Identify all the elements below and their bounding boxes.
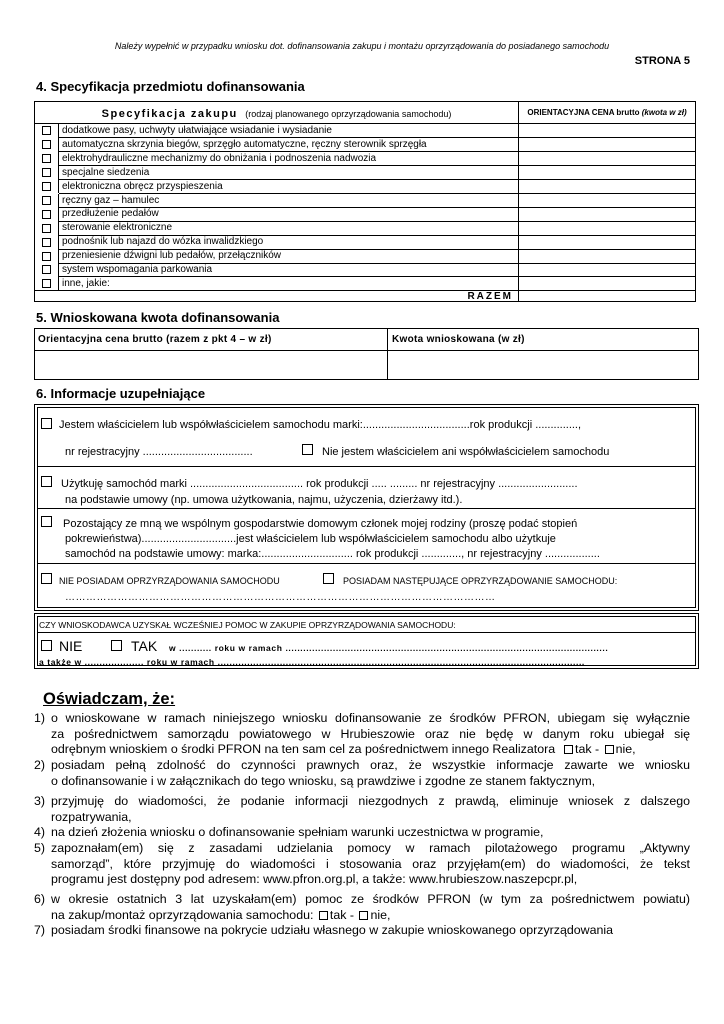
spec-row (35, 221, 695, 235)
decl-5-line1: zapoznałam(em) się z zasadami udzielania pomocy w ramach pilotażowego programu „Aktywny (51, 841, 690, 855)
section6-title: 6. Informacje uzupełniające (36, 386, 206, 401)
total-label: RAZEM (59, 291, 519, 302)
spec-row-checkbox-cell (35, 124, 59, 138)
row-divider (59, 179, 695, 180)
spec-row (35, 124, 695, 138)
spec-row-checkbox-cell (35, 263, 59, 277)
divider (37, 632, 696, 633)
spec-row-checkbox-cell (35, 194, 59, 208)
spec-item-price-field[interactable] (519, 221, 695, 235)
spec-item-checkbox[interactable] (42, 238, 51, 247)
row-divider (59, 221, 695, 222)
decl-7-line1: posiadam środki finansowe na pokrycie udziału własnego w zakupie wnioskowanego oprzyrządowania (51, 923, 614, 937)
price-header-note: (kwota w zł) (641, 108, 687, 117)
spec-row-checkbox-cell (35, 235, 59, 249)
row-divider (59, 249, 695, 250)
spec-row-checkbox-cell (35, 249, 59, 263)
amount-col-gross: Orientacyjna cena brutto (razem z pkt 4 – w zł) (35, 329, 388, 351)
user-checkbox[interactable] (41, 476, 52, 487)
price-header-title: ORIENTACYJNA CENA brutto (527, 108, 640, 117)
household-line3: samochód na podstawie umowy: marka:.............................. rok produkcji ............., nr rejestracyjny .................. (65, 548, 600, 560)
spec-item-label: elektrohydrauliczne mechanizmy do obniżania i podnoszenia nadwozia (59, 152, 519, 166)
spec-row-checkbox-cell (35, 221, 59, 235)
total-value-field[interactable] (519, 291, 695, 302)
prev-also-details: a także w .................... roku w ramach ............................................................................................................................ (39, 657, 585, 667)
spec-item-price-field[interactable] (519, 124, 695, 138)
spec-item-checkbox[interactable] (42, 196, 51, 205)
spec-row (35, 249, 695, 263)
decl-1-yes-checkbox[interactable] (564, 745, 573, 754)
owner-line2: nr rejestracyjny .................................... (65, 446, 253, 458)
prev-yes-label: TAK (131, 638, 158, 654)
decl-3-line1: przyjmuję do wiadomości, że podanie informacji niezgodnych z prawdą, eliminuje wniosek z dalszego (51, 794, 690, 808)
header-note: Należy wypełnić w przypadku wniosku dot. dofinansowania zakupu i montażu oprzyrządowania do posiadanego samochodu (114, 41, 610, 51)
spec-item-checkbox[interactable] (42, 126, 51, 135)
spec-header-note: (rodzaj planowanego oprzyrządowania samochodu) (245, 109, 452, 119)
spec-item-checkbox[interactable] (42, 265, 51, 274)
spec-item-price-field[interactable] (519, 194, 695, 208)
spec-item-price-field[interactable] (519, 166, 695, 180)
spec-item-checkbox[interactable] (42, 140, 51, 149)
spec-item-price-field[interactable] (519, 249, 695, 263)
spec-item-label: system wspomagania parkowania (59, 263, 519, 277)
decl-number: 6) (34, 892, 46, 906)
spec-item-label: ręczny gaz – hamulec (59, 194, 519, 208)
spec-item-label: automatyczna skrzynia biegów, sprzęgło automatyczne, ręczny sterownik sprzęgła (59, 138, 519, 152)
decl-5-line2: samorząd”, które przyjmuję do wiadomości i stosowania oraz przyjęłam(em) do wiadomości, że tekst (51, 856, 690, 871)
spec-item-price-field[interactable] (519, 207, 695, 221)
decl-4-line1: na dzień złożenia wniosku o dofinansowanie spełniam warunki uczestnictwa w programie, (51, 825, 544, 839)
no-equipment-checkbox[interactable] (41, 573, 52, 584)
row-divider (59, 235, 695, 236)
section4-title: 4. Specyfikacja przedmiotu dofinansowania (36, 79, 305, 94)
decl-2-line2: o dofinansowanie i w załącznikach do tego wniosku, są prawdziwe i zgodne ze stanem faktycznym, (51, 773, 596, 788)
spec-header (35, 102, 519, 124)
price-header (519, 102, 695, 124)
amount-table (34, 328, 699, 380)
household-checkbox[interactable] (41, 516, 52, 527)
use-line2: na podstawie umowy (np. umowa użytkowania, najmu, użyczenia, dzierżawy itd.). (65, 494, 463, 506)
spec-item-price-field[interactable] (519, 277, 695, 291)
decl-number: 7) (34, 923, 46, 937)
decl-1-no-checkbox[interactable] (605, 745, 614, 754)
spec-item-label: podnośnik lub najazd do wózka inwalidzkiego (59, 235, 519, 249)
spec-row-checkbox-cell (35, 138, 59, 152)
divider (37, 466, 696, 467)
owner-checkbox[interactable] (41, 418, 52, 429)
spec-item-label: elektroniczna obręcz przyspieszenia (59, 180, 519, 194)
spec-row (35, 194, 695, 208)
previous-help-question: CZY WNIOSKODAWCA UZYSKAŁ WCZEŚNIEJ POMOC W ZAKUPIE OPRZYRZĄDOWANIA SAMOCHODU: (39, 620, 456, 630)
has-equipment-checkbox[interactable] (323, 573, 334, 584)
spec-item-label: przeniesienie dźwigni lub pedałów, przełączników (59, 249, 519, 263)
spec-row (35, 180, 695, 194)
decl-2-line1: posiadam pełną zdolność do czynności prawnych oraz, że wszystkie informacje zawarte we wniosku (51, 758, 690, 772)
spec-row-checkbox-cell (35, 166, 59, 180)
decl-1-line2: za pośrednictwem samorządu powiatowego w Hrubieszowie oraz nie będę w danym roku ubiegał się (51, 726, 690, 741)
decl-number: 1) (34, 711, 46, 725)
decl-1-yes-label: tak - (575, 742, 600, 756)
spec-row-checkbox-cell (35, 277, 59, 291)
divider (37, 563, 696, 564)
decl-6-yes-label: tak - (329, 907, 354, 922)
spec-item-price-field[interactable] (519, 235, 695, 249)
spec-item-price-field[interactable] (519, 138, 695, 152)
spec-item-checkbox[interactable] (42, 154, 51, 163)
not-owner-checkbox[interactable] (302, 444, 313, 455)
household-line1: Pozostający ze mną we wspólnym gospodarstwie domowym członek mojej rodziny (proszę podać stopień (63, 518, 578, 530)
spec-item-price-field[interactable] (519, 263, 695, 277)
spec-item-checkbox[interactable] (42, 252, 51, 261)
spec-item-label: dodatkowe pasy, uchwyty ułatwiające wsiadanie i wysiadanie (59, 124, 519, 138)
info-box (34, 404, 699, 611)
equipment-dots: …………………………………………………………………………………………………………… (65, 592, 496, 603)
has-equipment-label: POSIADAM NASTĘPUJĄCE OPRZYRZĄDOWANIE SAMOCHODU: (343, 576, 618, 586)
spec-item-price-field[interactable] (519, 152, 695, 166)
decl-number: 5) (34, 841, 46, 855)
decl-1-line1: o wnioskowane w ramach niniejszego wniosku dofinansowanie ze środków PFRON, ubiegam się wyłącznie (51, 711, 690, 725)
row-divider (59, 276, 695, 277)
spec-item-label: inne, jakie: (59, 277, 519, 291)
decl-5-line3: programu jest dostępny pod adresem: www.pfron.org.pl, a także: www.hrubieszow.naszepcpr.pl, (51, 872, 578, 886)
page-number: STRONA 5 (634, 55, 690, 67)
spec-row (35, 235, 695, 249)
use-line1: Użytkuję samochód marki ..................................... rok produkcji ..... ......... nr rejestracyjny .......................... (61, 478, 578, 490)
row-divider (59, 165, 695, 166)
spec-item-checkbox[interactable] (42, 182, 51, 191)
spec-row-checkbox-cell (35, 180, 59, 194)
decl-1-line3 (51, 742, 690, 758)
section5-title: 5. Wnioskowana kwota dofinansowania (36, 310, 280, 325)
spec-row (35, 277, 695, 291)
spec-item-checkbox[interactable] (42, 168, 51, 177)
household-line2: pokrewieństwa)...............................jest właścicielem lub współwłaścicielem samochodu albo użytkuje (65, 533, 556, 545)
decl-6-line1: w okresie ostatnich 3 lat uzyskałam(em) pomoc ze środków PFRON (w tym za pośrednictwem powiatu) (51, 892, 690, 906)
spec-row (35, 152, 695, 166)
decl-6-yes-checkbox[interactable] (319, 911, 328, 920)
amount-col-requested: Kwota wnioskowana (w zł) (388, 329, 698, 351)
decl-6-no-label: nie, (370, 907, 391, 922)
spec-row (35, 263, 695, 277)
row-divider (59, 207, 695, 208)
prev-no-label: NIE (59, 638, 83, 654)
prev-yes-details: w ........... roku w ramach ............................................................................................................. (169, 643, 609, 653)
spec-row (35, 138, 695, 152)
spec-item-label: sterowanie elektroniczne (59, 221, 519, 235)
divider (37, 508, 696, 509)
decl-3-line2: rozpatrywania, (51, 809, 132, 824)
spec-header-title: Specyfikacja zakupu (101, 108, 238, 120)
not-owner-label: Nie jestem właścicielem ani współwłaścicielem samochodu (322, 446, 610, 458)
spec-item-checkbox[interactable] (42, 210, 51, 219)
decl-number: 3) (34, 794, 46, 808)
spec-row (35, 166, 695, 180)
decl-6-line2-text: na zakup/montaż oprzyrządowania samochodu: (51, 907, 314, 922)
spec-row-checkbox-cell (35, 207, 59, 221)
spec-item-price-field[interactable] (519, 180, 695, 194)
spec-row-checkbox-cell (35, 152, 59, 166)
requested-amount-field[interactable] (388, 351, 698, 379)
declaration-title: Oświadczam, że: (43, 690, 176, 708)
row-divider (59, 137, 695, 138)
no-equipment-label: NIE POSIADAM OPRZYRZĄDOWANIA SAMOCHODU (59, 576, 280, 586)
spec-item-checkbox[interactable] (42, 279, 51, 288)
decl-number: 4) (34, 825, 46, 839)
previous-help-box (34, 613, 699, 669)
decl-1-line3-text: odrębnym wnioskiem o środki PFRON na ten sam cel za pośrednictwem innego Realizatora (51, 742, 556, 756)
prev-yes-checkbox[interactable] (111, 640, 122, 651)
decl-6-no-checkbox[interactable] (359, 911, 368, 920)
spec-table (34, 101, 696, 302)
decl-number: 2) (34, 758, 46, 772)
row-divider (59, 151, 695, 152)
row-divider (59, 193, 695, 194)
prev-no-checkbox[interactable] (41, 640, 52, 651)
spec-item-label: przedłużenie pedałów (59, 207, 519, 221)
spec-item-checkbox[interactable] (42, 224, 51, 233)
spec-item-label: specjalne siedzenia (59, 166, 519, 180)
row-divider (59, 263, 695, 264)
decl-1-no-label: nie, (615, 742, 636, 756)
gross-price-field[interactable] (35, 351, 388, 379)
spec-row (35, 207, 695, 221)
owner-line1: Jestem właścicielem lub współwłaścicielem samochodu marki:...................................rok produkcji .............., (59, 419, 582, 431)
decl-6-line2 (51, 908, 690, 924)
